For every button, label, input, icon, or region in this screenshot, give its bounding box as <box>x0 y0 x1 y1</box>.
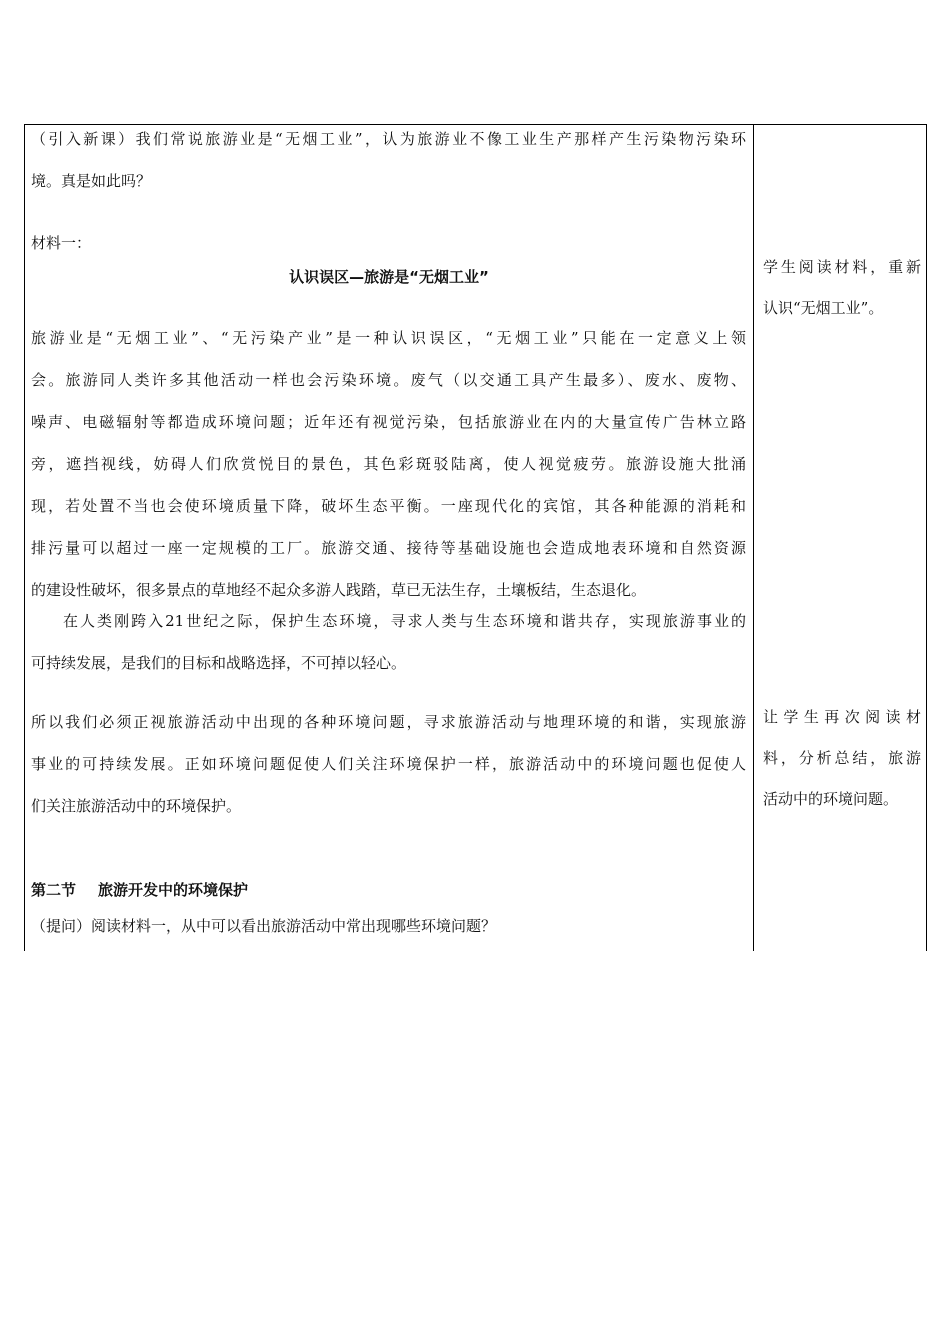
side-note-2-line-1: 让学生再次阅读材 <box>763 708 921 726</box>
material-label: 材料一： <box>31 234 92 252</box>
material-paragraph-1-line-6: 排污量可以超过一座一定规模的工厂。旅游交通、接待等基础设施也会造成地表环境和自然资源 <box>31 539 746 557</box>
intro-line-1: （引入新课）我们常说旅游业是“无烟工业”，认为旅游业不像工业生产那样产生污染物污染环 <box>31 130 746 148</box>
side-note-2-line-3: 活动中的环境问题。 <box>763 790 899 808</box>
side-note-2-line-2: 料，分析总结，旅游 <box>763 749 921 767</box>
section-number: 第二节 <box>31 881 77 899</box>
intro-line-2: 境。真是如此吗？ <box>31 172 152 190</box>
question-line: （提问）阅读材料一，从中可以看出旅游活动中常出现哪些环境问题？ <box>31 917 497 935</box>
material-paragraph-1-line-2: 会。旅游同人类许多其他活动一样也会污染环境。废气（以交通工具产生最多）、废水、废物、 <box>31 371 746 389</box>
side-note-1-line-2: 认识“无烟工业”。 <box>763 299 884 317</box>
lesson-table <box>24 124 927 951</box>
material-paragraph-1-line-3: 噪声、电磁辐射等都造成环境问题；近年还有视觉污染，包括旅游业在内的大量宣传广告林立路 <box>31 413 746 431</box>
conclusion-line-1: 所以我们必须正视旅游活动中出现的各种环境问题，寻求旅游活动与地理环境的和谐，实现旅游 <box>31 713 746 731</box>
material-paragraph-2-line-1: 在人类刚跨入21世纪之际，保护生态环境，寻求人类与生态环境和谐共存，实现旅游事业的 <box>63 612 746 630</box>
side-note-1-line-1: 学生阅读材料，重新 <box>763 258 921 276</box>
section-heading <box>31 880 248 900</box>
column-divider <box>753 125 754 951</box>
material-paragraph-1-line-4: 旁，遮挡视线，妨碍人们欣赏悦目的景色，其色彩斑驳陆离，使人视觉疲劳。旅游设施大批涌 <box>31 455 746 473</box>
material-paragraph-1-line-1: 旅游业是“无烟工业”、“无污染产业”是一种认识误区，“无烟工业”只能在一定意义上领 <box>31 329 746 347</box>
conclusion-line-3: 们关注旅游活动中的环境保护。 <box>31 797 242 815</box>
material-paragraph-1-line-7: 的建设性破坏，很多景点的草地经不起众多游人践踏，草已无法生存，土壤板结，生态退化。 <box>31 581 647 599</box>
section-title: 旅游开发中的环境保护 <box>98 881 249 899</box>
material-paragraph-2-line-2: 可持续发展，是我们的目标和战略选择，不可掉以轻心。 <box>31 654 407 672</box>
conclusion-line-2: 事业的可持续发展。正如环境问题促使人们关注环境保护一样，旅游活动中的环境问题也促使人 <box>31 755 746 773</box>
material-paragraph-1-line-5: 现，若处置不当也会使环境质量下降，破坏生态平衡。一座现代化的宾馆，其各种能源的消耗和 <box>31 497 746 515</box>
material-title: 认识误区—旅游是“无烟工业” <box>289 268 489 286</box>
